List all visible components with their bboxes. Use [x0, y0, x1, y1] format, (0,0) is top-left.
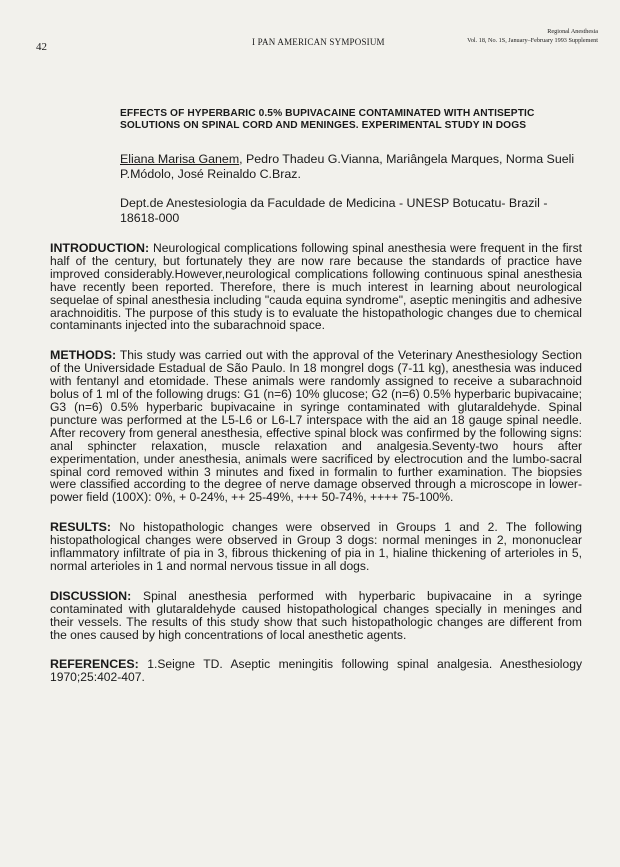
- journal-name: Regional Anesthesia: [547, 28, 598, 35]
- discussion-heading: DISCUSSION:: [50, 588, 132, 603]
- discussion-text: Spinal anesthesia performed with hyperbaric bupivacaine in a syringe contaminated with glutaraldehyde caused histopathological changes specially in meninges and their vessels. The results of this study show that such histopathologic changes are different from the ones caused by high concentrations of local anesthetic agents.: [50, 588, 582, 642]
- introduction-section: [50, 242, 582, 332]
- references-heading: REFERENCES:: [50, 657, 139, 672]
- first-author: Eliana Marisa Ganem: [120, 152, 240, 166]
- references-text: 1.Seigne TD. Aseptic meningitis following spinal analgesia. Anesthesiology 1970;25:402-407.: [50, 657, 582, 685]
- co-authors: , Pedro Thadeu G.Vianna, Mariângela Marques, Norma Sueli P.Módolo, José Reinaldo C.Braz.: [120, 152, 575, 181]
- running-title: I PAN AMERICAN SYMPOSIUM: [252, 37, 385, 47]
- results-text: No histopathologic changes were observed in Groups 1 and 2. The following histopathological changes were observed in Group 3 dogs: normal meninges in 2, mononuclear inflammatory infiltrate of pia in 3, fibrous thickening of pia in 1, hialine thickening of arterioles in 5, normal arterioles in 1 and normal nervous tissue in all dogs.: [50, 520, 582, 573]
- page-number: 42: [36, 41, 47, 53]
- author-list: [120, 152, 582, 182]
- methods-heading: METHODS:: [50, 348, 117, 363]
- introduction-text: Neurological complications following spinal anesthesia were frequent in the first half of the century, but fortunately they are now rare because the standards of practice have improved considerably.However,neurological complications following continuous spinal anesthesia have recently been reported. Therefore, there is much interest in learning about neurological sequelae of spinal anesthesia including "cauda equina syndrome", aseptic meningitis and adhesive arachnoiditis. The purpose of this study is to evaluate the histopathologic changes due to chemical contaminants injected into the subarachnoid space.: [50, 241, 582, 333]
- affiliation: Dept.de Anestesiologia da Faculdade de Medicina - UNESP Botucatu- Brazil - 18618-000: [120, 196, 548, 225]
- methods-text: This study was carried out with the approval of the Veterinary Anesthesiology Section of the Universidade Estadual de São Paulo. In 18 mongrel dogs (7-11 kg), anesthesia was induced with fentanyl and etomidade. These animals were randomly assigned to receive a subarachnoid bolus of 1 ml of the following drugs: G1 (n=6) 10% glucose; G2 (n=6) 0.5% hyperbaric bupivacaine; G3 (n=6) 0.5% hyperbaric bupivacaine in syringe contaminated with glutaraldehyde. Spinal puncture was performed at the L5-L6 or L6-L7 interspace with the aid an 18 gauge spinal needle. After recovery from general anesthesia, effective spinal block was confirmed by the following signs: anal sphincter relaxation, muscle relaxation and analgesia.Seventy-two hours after experimentation, under anesthesia, animals were sacrificed by electrocution and the lumbo-sacral spinal cord removed within 3 minutes and fixed in formalin to further examination. The biopsies were classified according to the degree of nerve damage observed through a microscope in lower-power field (100X): 0%, + 0-24%, ++ 25-49%, +++ 50-74%, ++++ 75-100%.: [50, 348, 582, 505]
- article-content: [50, 108, 582, 696]
- methods-section: [50, 349, 582, 504]
- discussion-section: [50, 590, 582, 642]
- journal-issue: Vol. 18, No. 1S, January–February 1993 Supplement: [467, 37, 598, 44]
- article-title: EFFECTS OF HYPERBARIC 0.5% BUPIVACAINE CONTAMINATED WITH ANTISEPTIC SOLUTIONS ON SPINAL CORD AND MENINGES. EXPERIMENTAL STUDY IN DOGS: [120, 108, 535, 131]
- results-section: [50, 521, 582, 573]
- results-heading: RESULTS:: [50, 520, 112, 535]
- introduction-heading: INTRODUCTION:: [50, 241, 150, 255]
- references-section: [50, 658, 582, 684]
- journal-citation: [467, 27, 598, 45]
